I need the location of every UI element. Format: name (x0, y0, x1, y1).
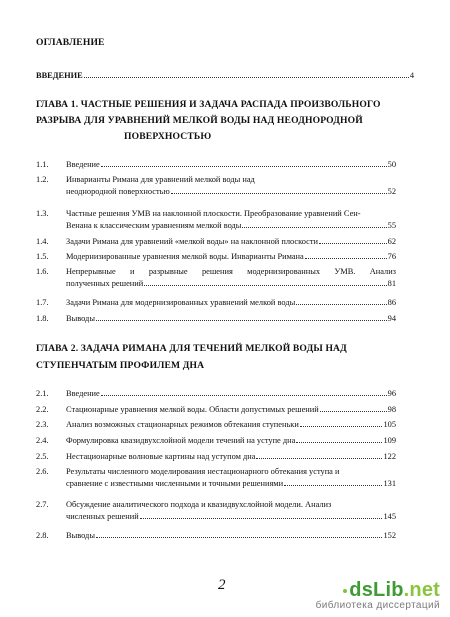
section-title-line-1: Частные решения УМВ на наклонной плоскости. Преобразование уравнений Сен- (66, 209, 361, 218)
section-page: 131 (383, 479, 396, 488)
section-number: 1.1. (36, 160, 49, 169)
section-title: Стационарные уравнения мелкой воды. Области допустимых решений (66, 405, 319, 414)
section-page: 145 (383, 512, 396, 521)
section-page: 81 (387, 279, 396, 288)
leader-dots (256, 458, 382, 459)
toc-entry-2-6[interactable] (36, 466, 414, 492)
section-page: 94 (387, 314, 396, 323)
section-number: 2.3. (36, 420, 49, 429)
section-title: Выводы (66, 531, 95, 540)
toc-entry-label: ВВЕДЕНИЕ (36, 71, 83, 80)
section-page: 86 (387, 298, 396, 307)
section-page: 55 (387, 221, 396, 230)
section-title: Задачи Римана для модернизированных уравнений мелкой воды (66, 298, 296, 307)
section-title: Формулировка квазидвухслойной модели течений на уступе дна (66, 436, 296, 445)
leader-dots (296, 442, 382, 443)
section-page: 105 (383, 420, 396, 429)
watermark-tagline: библиотека диссертаций (315, 600, 440, 611)
leader-dots (284, 485, 382, 486)
section-number: 2.4. (36, 436, 49, 445)
section-number: 2.2. (36, 405, 49, 414)
chapter-2-title-line-2: СТУПЕНЧАТЫМ ПРОФИЛЕМ ДНА (36, 360, 205, 371)
section-title-line-2: сравнение с известными численными и точными решениями (66, 479, 284, 488)
leader-dots (300, 426, 383, 427)
section-title-line-2: численных решений (66, 512, 139, 521)
section-number: 2.8. (36, 531, 49, 540)
section-title: Введение (66, 160, 100, 169)
leader-dots (319, 243, 387, 244)
leader-dots (84, 77, 409, 78)
toc-entry-page: 4 (409, 71, 414, 80)
leader-dots (144, 285, 386, 286)
leader-dots (101, 395, 387, 396)
section-page: 96 (387, 389, 396, 398)
leader-dots (242, 227, 386, 228)
section-title: Нестационарные волновые картины над уступом дна (66, 452, 256, 461)
chapter-1-title-line-2: РАЗРЫВА ДЛЯ УРАВНЕНИЙ МЕЛКОЙ ВОДЫ НАД НЕОДНОРОДНОЙ (36, 115, 363, 126)
section-title-line-1: Непрерывные и разрывные решения модернизированных УМВ. Анализ (66, 267, 396, 276)
chapter-1-title-line-3: ПОВЕРХНОСТЬЮ (124, 131, 212, 142)
section-number: 1.3. (36, 209, 49, 218)
section-number: 2.5. (36, 452, 49, 461)
section-page: 50 (387, 160, 396, 169)
page-number: 2 (218, 577, 226, 593)
leader-dots (320, 411, 387, 412)
leader-dots (96, 537, 382, 538)
toc-entry-2-7[interactable] (36, 499, 414, 525)
section-number: 2.6. (36, 467, 49, 476)
leader-dots (140, 518, 383, 519)
toc-entry-1-6[interactable] (36, 266, 414, 292)
section-number: 1.2. (36, 175, 49, 184)
section-page: 76 (387, 252, 396, 261)
section-title-line-1: Обсуждение аналитического подхода и квазидвухслойной модели. Анализ (66, 500, 332, 509)
leader-dots (296, 304, 386, 305)
section-title: Анализ возможных стационарных режимов обтекания ступеньки (66, 420, 299, 429)
watermark-logo-main: dsLib (349, 579, 404, 601)
section-title-line-1: Инварианты Римана для уравнений мелкой воды над (66, 175, 255, 184)
section-title-line-2: полученных решений (66, 279, 144, 288)
leader-dots (171, 193, 387, 194)
chapter-2-title-line-1: ГЛАВА 2. ЗАДАЧА РИМАНА ДЛЯ ТЕЧЕНИЙ МЕЛКОЙ ВОДЫ НАД (36, 343, 347, 354)
section-number: 1.5. (36, 252, 49, 261)
section-title-line-2: Венана к классическим уравнениям мелкой воды (66, 221, 242, 230)
section-title-line-2: неоднородной поверхностью (66, 187, 170, 196)
section-number: 1.4. (36, 237, 49, 246)
section-title: Модернизированные уравнения мелкой воды. Инварианты Римана (66, 252, 304, 261)
section-title: Введение (66, 389, 100, 398)
toc-entry-1-3[interactable] (36, 208, 414, 234)
section-number: 1.6. (36, 267, 49, 276)
toc-entry-1-2[interactable] (36, 174, 414, 200)
section-number: 2.1. (36, 389, 49, 398)
section-page: 98 (387, 405, 396, 414)
watermark[interactable] (316, 579, 440, 611)
section-number: 1.7. (36, 298, 49, 307)
section-title: Задачи Римана для уравнений «мелкой воды» на наклонной плоскости (66, 237, 319, 246)
section-title: Выводы (66, 314, 95, 323)
watermark-logo (316, 579, 440, 602)
logo-dot-icon (343, 589, 347, 593)
leader-dots (101, 166, 387, 167)
section-page: 122 (383, 452, 396, 461)
section-page: 109 (383, 436, 396, 445)
section-page: 152 (383, 531, 396, 540)
section-title-line-1: Результаты численного моделирования нестационарного обтекания уступа и (66, 467, 340, 476)
section-page: 52 (387, 187, 396, 196)
section-number: 2.7. (36, 500, 49, 509)
leader-dots (305, 258, 387, 259)
chapter-1-title-line-1: ГЛАВА 1. ЧАСТНЫЕ РЕШЕНИЯ И ЗАДАЧА РАСПАДА ПРОИЗВОЛЬНОГО (36, 99, 381, 110)
leader-dots (96, 320, 387, 321)
toc-title: ОГЛАВЛЕНИЕ (36, 37, 105, 48)
watermark-logo-tld: .net (403, 579, 440, 601)
section-number: 1.8. (36, 314, 49, 323)
toc-entry-introduction[interactable] (36, 70, 414, 82)
section-page: 62 (387, 237, 396, 246)
